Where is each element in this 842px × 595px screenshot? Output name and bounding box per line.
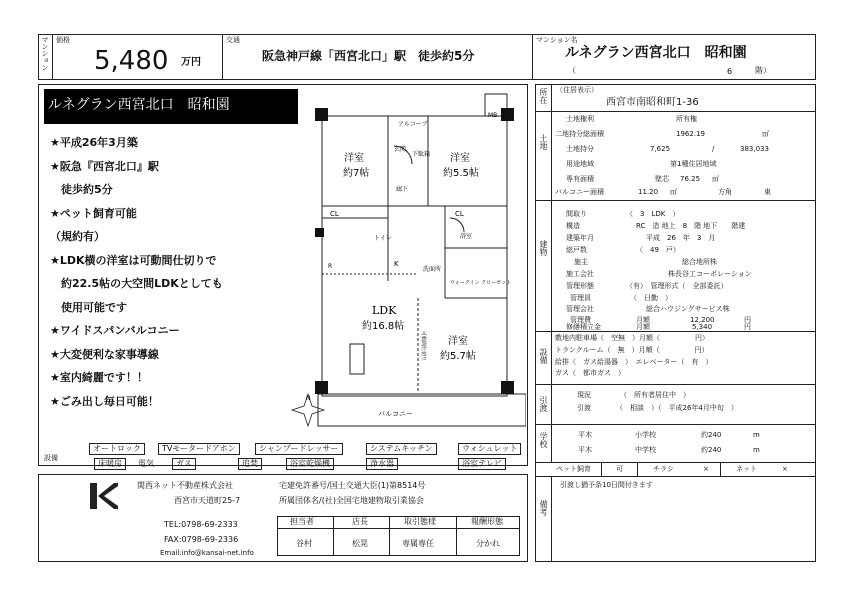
share-slash: / — [712, 145, 715, 153]
school-unit: m — [753, 431, 760, 439]
feature-item: 徒歩約5分 — [50, 183, 113, 196]
genkan-label: 玄関 — [394, 146, 407, 153]
mgmt-co-value: 総合ハウジングサービス株 — [646, 305, 730, 313]
room2-label: 洋室 — [450, 153, 470, 164]
school-dist: 約240 — [701, 446, 722, 454]
floor-unit: 階） — [755, 66, 771, 75]
staff-header: 店長 — [352, 517, 368, 526]
school-dist: 約240 — [701, 431, 722, 439]
site-area-unit: ㎡ — [762, 130, 769, 138]
balcony-area-unit: ㎡ — [670, 188, 677, 196]
remarks-value: 引渡し猶予条10日間付きます — [560, 481, 653, 489]
closet-label-2: CL — [455, 210, 464, 218]
land-rights-label: 土地権利 — [566, 115, 594, 123]
facilities-label: 設備 — [539, 348, 548, 364]
site-area-label: 二地持分総面積 — [555, 130, 604, 138]
feature-item: ★大変便利な家事導線 — [50, 347, 159, 361]
refrigerator-label: R — [328, 263, 333, 270]
reserve-unit: 円 — [744, 323, 751, 331]
handover-label: 引渡 — [539, 396, 548, 412]
equip-item: 床暖房 — [94, 458, 126, 470]
feature-item: ★阪急『西宮北口』駅 — [50, 159, 159, 173]
compass-icon — [292, 394, 324, 426]
feature-item: ★平成26年3月築 — [50, 136, 138, 149]
equip-item: オートロック — [89, 443, 145, 455]
floorplan — [290, 86, 526, 436]
price-unit: 万円 — [181, 57, 201, 68]
feature-item: 使用可能です — [50, 300, 127, 314]
wic-label: ウォークイン クローゼット — [450, 280, 511, 286]
washroom-label: 洗面所 — [423, 266, 442, 273]
feature-item: ★ごみ出し毎日可能！ — [50, 394, 159, 408]
feature-item: 約22.5帖の大空間LDKとしても — [50, 277, 223, 290]
equip-item: システムキッチン — [366, 443, 437, 455]
price-value: 5,480 — [94, 46, 169, 76]
fee-label: 管理費 — [570, 316, 591, 324]
staff-header: 取引態様 — [404, 517, 436, 526]
seller-label: 施主 — [574, 258, 588, 266]
partition-label: 可動間仕切り — [420, 331, 426, 362]
flyer-label: チラシ — [653, 465, 674, 473]
equipment-label: 設備 — [44, 454, 58, 462]
company-fax: FAX:0798-69-2336 — [164, 535, 239, 544]
floor-open: （ — [568, 66, 576, 75]
mgmt-staff-label: 管理員 — [570, 294, 591, 302]
handover-row-label: 引渡 — [577, 404, 591, 412]
share-label: 土地持分 — [566, 145, 594, 153]
reserve-value: 5,340 — [692, 323, 713, 331]
share-denominator: 383,033 — [740, 145, 769, 153]
gas-row: ガス（ 都市ガス ） — [555, 369, 625, 377]
location-value: 西宮市南昭和町1-36 — [606, 97, 699, 108]
handover-value: （ 相談 ）（ 平成26年4月中旬 ） — [616, 404, 738, 412]
equip-item: 浴室テレビ — [458, 458, 506, 470]
school-type: 中学校 — [635, 446, 656, 454]
mansion-label: マンション名 — [536, 36, 578, 44]
staff-value: 専属専任 — [402, 539, 434, 548]
staff-header: 担当者 — [290, 517, 314, 526]
net-value: × — [782, 465, 788, 473]
banner-title: ルネグラン西宮北口 昭和園 — [48, 97, 230, 113]
school-unit: m — [753, 446, 760, 454]
balcony-area-label: バルコニー面積 — [555, 188, 604, 196]
mb-label: MB — [488, 112, 498, 119]
alcove-label: アルコーブ — [398, 121, 428, 128]
equip-item: 追焚 — [238, 458, 262, 470]
pet-label: ペット飼育 — [556, 465, 591, 473]
location-label: 所在 — [539, 88, 548, 104]
company-tel: TEL:0798-69-2333 — [164, 520, 238, 529]
staff-header: 報酬形態 — [471, 517, 503, 526]
built-value: 平成 26 年 3 月 — [646, 234, 716, 242]
company-address: 西宮市天道町25-7 — [174, 496, 241, 505]
layout-value: （ 3 LDK ） — [626, 210, 680, 218]
balcony-area-value: 11.20 — [638, 188, 659, 196]
builder-value: 株長谷工コーポレーション — [668, 270, 752, 278]
water-row: 給排（ ガス給湯器 ） エレベーター（ 有 ） — [555, 358, 713, 366]
structure-value: RC 造 地上 8 階 地下 階建 — [636, 222, 746, 230]
toilet-label: トイレ — [374, 235, 392, 242]
equip-item: ガス — [172, 458, 196, 470]
feature-item: ★ペット飼育可能 — [50, 206, 137, 220]
equip-item: TVモータードアホン — [158, 443, 240, 455]
status-label: 現況 — [577, 391, 591, 399]
builder-label: 施工会社 — [566, 270, 594, 278]
room2-size: 約5.5帖 — [443, 168, 479, 179]
flyer-value: × — [703, 465, 709, 473]
room3-label: 洋室 — [448, 336, 468, 347]
kitchen-label: K — [394, 260, 399, 268]
mgmt-co-label: 管理会社 — [566, 305, 594, 313]
reserve-period: 月額 — [636, 323, 650, 331]
hall-label: 廊下 — [396, 186, 409, 193]
units-value: （ 49 戸） — [636, 246, 680, 254]
mansion-name: ルネグラン西宮北口 昭和園 — [565, 45, 747, 61]
reserve-label: 修繕積立金 — [566, 323, 601, 331]
location-sub: （住居表示） — [556, 86, 598, 94]
room1-label: 洋室 — [344, 153, 364, 164]
structure-label: 構造 — [566, 222, 580, 230]
units-label: 総戸数 — [566, 246, 587, 254]
shoes-label: 下駄箱 — [412, 151, 431, 158]
mgmt-staff-value: （ 日勤 ） — [630, 294, 672, 302]
built-label: 建築年月 — [566, 234, 594, 242]
ldk-size: 約16.8帖 — [362, 321, 405, 332]
fee-unit: 円 — [744, 316, 751, 324]
school-label: 学校 — [539, 432, 548, 448]
bath-label: 浴室 — [460, 233, 473, 240]
price-label: 価格 — [56, 36, 70, 44]
area-label: 専有面積 — [566, 175, 594, 183]
compass-n: N — [306, 395, 311, 402]
land-label: 土地 — [539, 134, 548, 150]
staff-value: 分かれ — [476, 539, 500, 548]
area-unit: ㎡ — [712, 175, 719, 183]
feature-item: ★室内綺麗です！！ — [50, 371, 148, 384]
parking-row: 敷地内駐車場（ 空無 ）月額（ 円） — [555, 334, 709, 342]
room1-size: 約7帖 — [343, 168, 370, 179]
share-numerator: 7,625 — [650, 145, 671, 153]
company-license: 宅建免許番号/国土交通大臣(1)第8514号 — [279, 481, 426, 490]
closet-label: CL — [330, 210, 339, 218]
site-area-value: 1962.19 — [676, 130, 705, 138]
balcony-label: バルコニー — [378, 410, 413, 418]
equip-item: ウォシュレット — [458, 443, 521, 455]
fee-value: 12,200 — [690, 316, 715, 324]
remarks-label: 備考 — [539, 500, 548, 516]
company-email: Email:info@kansai-net.info — [160, 549, 254, 557]
direction-value: 東 — [764, 188, 771, 196]
zoning-value: 第1種住居地域 — [670, 160, 717, 168]
status-value: （ 所有者居住中 ） — [620, 391, 690, 399]
school-type: 小学校 — [635, 431, 656, 439]
company-logo-icon — [88, 481, 120, 511]
building-label: 建物 — [539, 240, 548, 256]
ldk-label: LDK — [372, 304, 397, 317]
floor-number: 6 — [727, 67, 733, 76]
feature-item: ★LDK横の洋室は可動間仕切りで — [50, 253, 217, 267]
trunk-row: トランクルーム（ 無 ）月額（ 円） — [555, 346, 709, 354]
direction-label: 方角 — [718, 188, 732, 196]
feature-item: ★ワイドスパンバルコニー — [50, 324, 180, 337]
area-value: 76.25 — [680, 175, 701, 183]
net-label: ネット — [736, 465, 757, 473]
equip-item: 浄水器 — [366, 458, 398, 470]
company-association: 所属団体名/(社)全国宅地建物取引業協会 — [279, 496, 424, 505]
type-label: マンション — [41, 36, 49, 71]
staff-value: 谷村 — [296, 539, 312, 548]
land-rights-value: 所有権 — [676, 115, 697, 123]
fee-period: 月額 — [636, 316, 650, 324]
room3-size: 約5.7帖 — [440, 351, 476, 362]
school-name: 平木 — [578, 431, 592, 439]
equip-item: 電気 — [138, 459, 154, 468]
transport-label: 交通 — [226, 36, 240, 44]
equip-item: 浴室乾燥機 — [286, 458, 334, 470]
layout-label: 間取り — [566, 210, 587, 218]
seller-value: 総合地所株 — [682, 258, 717, 266]
school-name: 平木 — [578, 446, 592, 454]
staff-value: 松晃 — [352, 539, 368, 548]
equip-item: シャンプードレッサー — [255, 443, 343, 455]
feature-item: （規約有） — [50, 230, 105, 243]
mgmt-value: （有） 管理形式（ 全部委託） — [626, 282, 728, 290]
area-kind: 壁芯 — [655, 175, 669, 183]
zoning-label: 用途地域 — [566, 160, 594, 168]
mgmt-label: 管理形態 — [566, 282, 594, 290]
company-name: 関西ネット不動産株式会社 — [137, 481, 233, 490]
transport-value: 阪急神戸線「西宮北口」駅 徒歩約5分 — [262, 49, 475, 63]
pet-value: 可 — [616, 465, 623, 473]
feature-list — [50, 137, 223, 419]
